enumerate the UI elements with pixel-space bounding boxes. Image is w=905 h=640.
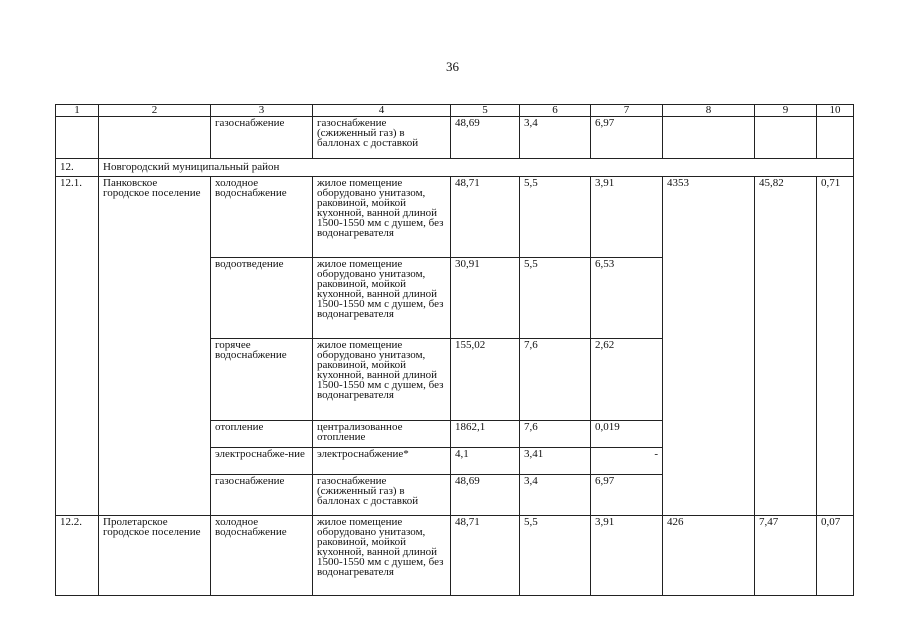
cell-description: жилое помещение оборудовано унитазом, раковиной, мойкой кухонной, ванной длиной 1500-1550 мм с душем, без водонагревателя <box>313 516 451 596</box>
cell-value-7: - <box>591 448 663 475</box>
cell-value-9: 7,47 <box>755 516 817 596</box>
cell-value-5: 30,91 <box>451 258 520 339</box>
cell-service: газоснабжение <box>211 475 313 516</box>
cell-description: газоснабжение (сжиженный газ) в баллонах с доставкой <box>313 475 451 516</box>
settlement-number: 12.2. <box>56 516 99 596</box>
cell-value-6: 5,5 <box>520 258 591 339</box>
cell-value-6: 3,4 <box>520 475 591 516</box>
cell-value-7: 6,97 <box>591 117 663 159</box>
cell-description: централизованное отопление <box>313 421 451 448</box>
cell-description: жилое помещение оборудовано унитазом, раковиной, мойкой кухонной, ванной длиной 1500-1550 мм с душем, без водонагревателя <box>313 177 451 258</box>
cell-value-10: 0,71 <box>817 177 854 516</box>
column-header: 1 <box>56 105 99 117</box>
cell-value-8: 4353 <box>663 177 755 516</box>
cell-value-6: 5,5 <box>520 516 591 596</box>
cell-service: водоотведение <box>211 258 313 339</box>
cell-value-7: 0,019 <box>591 421 663 448</box>
column-header: 10 <box>817 105 854 117</box>
cell-service: газоснабжение <box>211 117 313 159</box>
page-number: 36 <box>446 59 459 74</box>
cell-value-5: 155,02 <box>451 339 520 421</box>
cell-empty <box>99 117 211 159</box>
column-header: 7 <box>591 105 663 117</box>
cell-description: жилое помещение оборудовано унитазом, раковиной, мойкой кухонной, ванной длиной 1500-1550 мм с душем, без водонагревателя <box>313 258 451 339</box>
cell-value-5: 48,71 <box>451 177 520 258</box>
table-row <box>56 117 854 159</box>
table-row <box>56 177 854 258</box>
cell-empty <box>663 117 755 159</box>
section-number: 12. <box>56 159 99 177</box>
cell-service: холодное водоснабжение <box>211 516 313 596</box>
column-header: 4 <box>313 105 451 117</box>
table-row <box>56 516 854 596</box>
cell-value-8: 426 <box>663 516 755 596</box>
cell-value-6: 3,41 <box>520 448 591 475</box>
section-title: Новгородский муниципальный район <box>99 159 854 177</box>
cell-value-5: 48,71 <box>451 516 520 596</box>
cell-value-5: 48,69 <box>451 475 520 516</box>
column-header: 8 <box>663 105 755 117</box>
column-header: 2 <box>99 105 211 117</box>
cell-empty <box>755 117 817 159</box>
cell-value-7: 3,91 <box>591 177 663 258</box>
cell-service: электроснабже-ние <box>211 448 313 475</box>
cell-value-9: 45,82 <box>755 177 817 516</box>
settlement-name: Панковское городское поселение <box>99 177 211 516</box>
cell-empty <box>56 117 99 159</box>
cell-value-10: 0,07 <box>817 516 854 596</box>
column-header: 9 <box>755 105 817 117</box>
column-header: 3 <box>211 105 313 117</box>
cell-service: холодное водоснабжение <box>211 177 313 258</box>
settlement-name: Пролетарское городское поселение <box>99 516 211 596</box>
cell-description: электроснабжение* <box>313 448 451 475</box>
cell-value-7: 6,97 <box>591 475 663 516</box>
settlement-number: 12.1. <box>56 177 99 516</box>
cell-value-6: 7,6 <box>520 339 591 421</box>
cell-description: газоснабжение (сжиженный газ) в баллонах с доставкой <box>313 117 451 159</box>
cell-service: горячее водоснабжение <box>211 339 313 421</box>
cell-value-5: 48,69 <box>451 117 520 159</box>
cell-value-6: 3,4 <box>520 117 591 159</box>
cell-value-6: 7,6 <box>520 421 591 448</box>
column-header: 5 <box>451 105 520 117</box>
cell-value-7: 6,53 <box>591 258 663 339</box>
cell-value-7: 3,91 <box>591 516 663 596</box>
cell-value-5: 1862,1 <box>451 421 520 448</box>
cell-service: отопление <box>211 421 313 448</box>
column-header: 6 <box>520 105 591 117</box>
cell-empty <box>817 117 854 159</box>
cell-value-7: 2,62 <box>591 339 663 421</box>
section-row <box>56 159 854 177</box>
cell-value-6: 5,5 <box>520 177 591 258</box>
cell-value-5: 4,1 <box>451 448 520 475</box>
cell-description: жилое помещение оборудовано унитазом, раковиной, мойкой кухонной, ванной длиной 1500-1550 мм с душем, без водонагревателя <box>313 339 451 421</box>
tariff-table <box>55 104 854 596</box>
table-header-row <box>56 105 854 117</box>
